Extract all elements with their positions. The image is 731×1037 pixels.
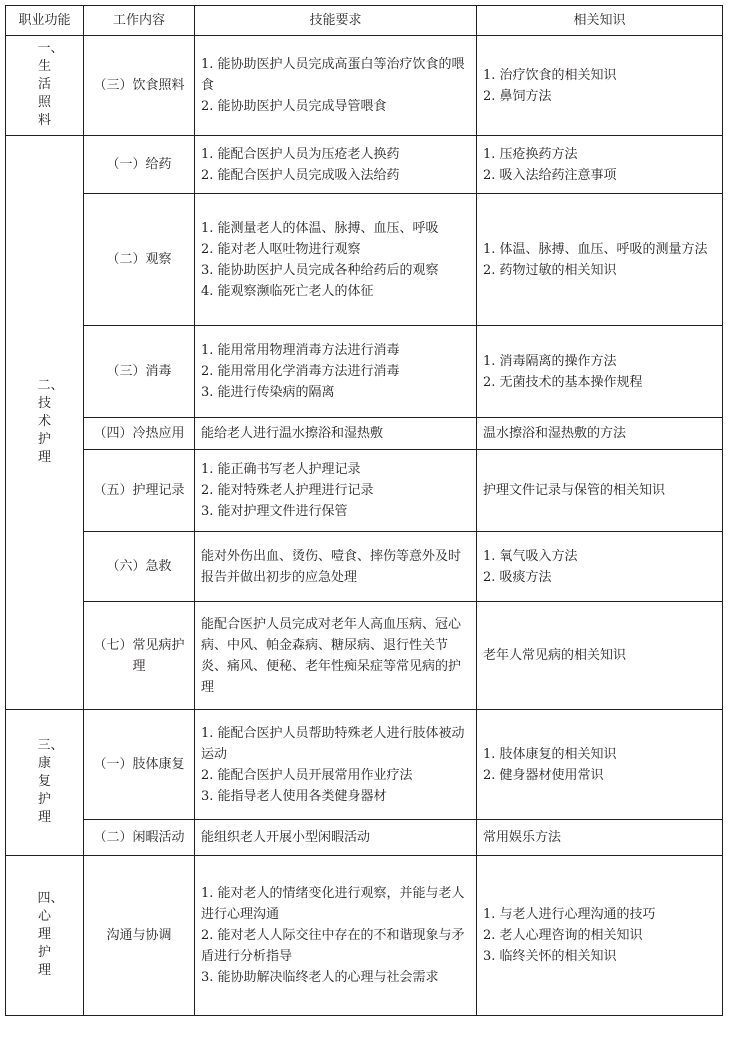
table-row	[6, 602, 723, 710]
skill-item: 能组织老人开展小型闲暇活动	[201, 830, 371, 845]
knowledge-item: 护理文件记录与保管的相关知识	[483, 483, 666, 498]
table-row	[6, 710, 723, 820]
skill-item: 2. 能配合医护人员开展常用作业疗法	[201, 767, 413, 783]
work-content-cell: （五）护理记录	[84, 450, 195, 532]
skill-item: 2. 能对老人人际交往中存在的不和谐现象与矛盾进行分析指导	[201, 928, 465, 964]
knowledge-cell	[477, 136, 723, 194]
knowledge-item: 3. 临终关怀的相关知识	[483, 949, 617, 964]
table-row	[6, 418, 723, 450]
knowledge-cell	[477, 418, 723, 450]
skill-item: 1. 能配合医护人员帮助特殊老人进行肢体被动运动	[201, 725, 465, 762]
knowledge-item: 1. 治疗饮食的相关知识	[483, 67, 617, 83]
header-work: 工作内容	[84, 6, 195, 36]
skill-item: 能配合医护人员完成对老年人高血压病、冠心病、中风、帕金森病、糖尿病、退行性关节炎、痛风、便秘、老年性痴呆症等常见病的护理	[201, 616, 462, 695]
knowledge-item: 1. 消毒隔离的操作方法	[483, 353, 617, 369]
table-row	[6, 136, 723, 194]
skills-cell	[195, 450, 477, 532]
knowledge-cell	[477, 856, 723, 1016]
work-content-cell: （二）观察	[84, 194, 195, 326]
skill-item: 2. 能对老人呕吐物进行观察	[201, 241, 361, 257]
function-cell	[6, 710, 84, 856]
table-row	[6, 856, 723, 1016]
knowledge-item: 1. 肢体康复的相关知识	[483, 746, 617, 762]
knowledge-cell	[477, 326, 723, 418]
knowledge-item: 常用娱乐方法	[483, 830, 562, 845]
knowledge-cell	[477, 602, 723, 710]
work-content-cell: （一）给药	[84, 136, 195, 194]
skills-cell	[195, 532, 477, 602]
skills-cell	[195, 194, 477, 326]
skill-item: 2. 能配合医护人员完成吸入法给药	[201, 167, 400, 183]
skill-item: 3. 能指导老人使用各类健身器材	[201, 788, 387, 804]
knowledge-item: 2. 药物过敏的相关知识	[483, 262, 617, 278]
skill-item: 3. 能协助医护人员完成各种给药后的观察	[201, 262, 439, 278]
knowledge-cell	[477, 450, 723, 532]
table-row	[6, 450, 723, 532]
knowledge-item: 2. 吸入法给药注意事项	[483, 167, 617, 183]
function-cell	[6, 136, 84, 710]
skill-item: 1. 能配合医护人员为压疮老人换药	[201, 146, 400, 162]
skills-cell	[195, 710, 477, 820]
skills-cell	[195, 418, 477, 450]
table-body	[6, 36, 723, 1016]
skill-item: 3. 能对护理文件进行保管	[201, 504, 348, 519]
work-content-cell: （三）饮食照料	[84, 36, 195, 136]
skill-item: 4. 能观察濒临死亡老人的体征	[201, 283, 374, 299]
skills-cell	[195, 326, 477, 418]
skill-item: 2. 能协助医护人员完成导管喂食	[201, 99, 387, 114]
function-label: 四、心理护理	[37, 891, 64, 978]
header-function: 职业功能	[6, 6, 84, 36]
header-knowledge: 相关知识	[477, 6, 723, 36]
knowledge-item: 温水擦浴和湿热敷的方法	[483, 426, 627, 441]
knowledge-cell	[477, 194, 723, 326]
function-label: 三、康复护理	[37, 738, 64, 825]
skill-item: 3. 能协助解决临终老人的心理与社会需求	[201, 970, 439, 985]
skill-item: 3. 能进行传染病的隔离	[201, 385, 335, 400]
work-content-cell: （六）急救	[84, 532, 195, 602]
knowledge-item: 2. 老人心理咨询的相关知识	[483, 928, 643, 943]
knowledge-item: 1. 与老人进行心理沟通的技巧	[483, 907, 656, 922]
table-row	[6, 820, 723, 856]
knowledge-item: 2. 无菌技术的基本操作规程	[483, 374, 643, 390]
skills-cell	[195, 36, 477, 136]
work-content-cell: （一）肢体康复	[84, 710, 195, 820]
work-content-cell: 沟通与协调	[84, 856, 195, 1016]
knowledge-item: 2. 健身器材使用常识	[483, 767, 604, 783]
knowledge-item: 1. 氧气吸入方法	[483, 548, 578, 564]
table-row	[6, 532, 723, 602]
knowledge-cell	[477, 710, 723, 820]
skill-item: 1. 能测量老人的体温、脉搏、血压、呼吸	[201, 220, 439, 236]
function-label: 一、生活照料	[37, 41, 64, 128]
knowledge-item: 老年人常见病的相关知识	[483, 648, 627, 663]
header-skills: 技能要求	[195, 6, 477, 36]
skills-cell	[195, 856, 477, 1016]
skill-item: 2. 能用常用化学消毒方法进行消毒	[201, 364, 400, 379]
knowledge-cell	[477, 820, 723, 856]
function-cell	[6, 856, 84, 1016]
knowledge-cell	[477, 36, 723, 136]
skill-item: 能给老人进行温水擦浴和湿热敷	[201, 426, 384, 441]
knowledge-item: 1. 体温、脉搏、血压、呼吸的测量方法	[483, 241, 708, 257]
function-label: 二、技术护理	[37, 378, 64, 465]
knowledge-item: 1. 压疮换药方法	[483, 146, 578, 162]
work-content-cell: （三）消毒	[84, 326, 195, 418]
knowledge-cell	[477, 532, 723, 602]
table-row	[6, 36, 723, 136]
work-content-cell: （四）冷热应用	[84, 418, 195, 450]
skills-cell	[195, 136, 477, 194]
knowledge-item: 2. 鼻饲方法	[483, 88, 552, 104]
work-content-cell: （二）闲暇活动	[84, 820, 195, 856]
skill-item: 能对外伤出血、烫伤、噎食、摔伤等意外及时报告并做出初步的应急处理	[201, 548, 462, 585]
function-cell	[6, 36, 84, 136]
table-row	[6, 194, 723, 326]
skill-item: 1. 能协助医护人员完成高蛋白等治疗饮食的喂食	[201, 57, 465, 93]
table-row	[6, 326, 723, 418]
skill-item: 1. 能正确书写老人护理记录	[201, 462, 361, 477]
skill-item: 1. 能对老人的情绪变化进行观察，并能与老人进行心理沟通	[201, 886, 465, 922]
skills-table	[5, 5, 723, 1016]
skills-cell	[195, 602, 477, 710]
knowledge-item: 2. 吸痰方法	[483, 569, 552, 585]
skill-item: 2. 能对特殊老人护理进行记录	[201, 483, 374, 498]
skills-cell	[195, 820, 477, 856]
skill-item: 1. 能用常用物理消毒方法进行消毒	[201, 343, 400, 358]
header-row	[6, 6, 723, 36]
work-content-cell: （七）常见病护理	[84, 602, 195, 710]
